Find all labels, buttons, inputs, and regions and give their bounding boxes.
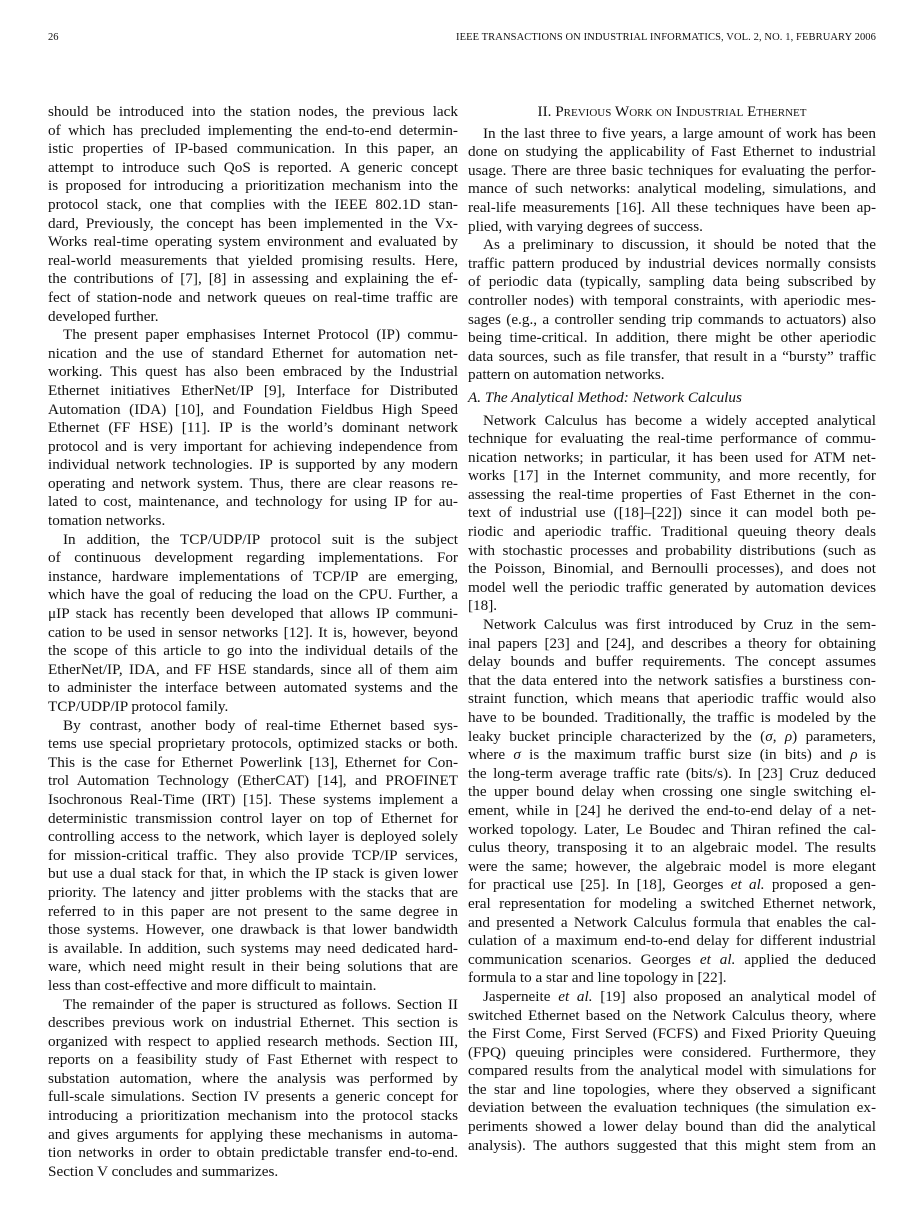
text-line: of periodic data (typically, sampling data being subscribed by (468, 273, 876, 291)
text-line: the upper bound delay when crossing one single switching el- (468, 783, 876, 801)
text-line: attempt to introduce such QoS is reported. A generic concept (48, 158, 458, 176)
text-line: The remainder of the paper is structured as follows. Section II (63, 995, 458, 1013)
text-line: for mission-critical traffic. They also provide TCP/IP services, (48, 846, 458, 864)
text-line: data sources, such as file transfer, that result in a “bursty” traffic (468, 347, 876, 365)
text-line: Ethernet initiatives EtherNet/IP [9], Interface for Distributed (48, 381, 458, 399)
text-line: Network Calculus has become a widely accepted analytical (483, 411, 876, 429)
paragraph (48, 996, 458, 1182)
text-line: [18]. (468, 597, 498, 615)
text-line: deterministic transmission control layer on top of Ethernet for (48, 809, 458, 827)
text-line: istic properties of IP-based communication. In this paper, an (48, 140, 458, 158)
text-line: with stochastic processes and probability distributions (such as (468, 541, 876, 559)
text-line: ement, while in [24] he derived the end-to-end delay of a net- (468, 801, 876, 819)
text-line: but use a dual stack for that, in which the IP stack is given lower (48, 865, 458, 883)
running-header: IEEE TRANSACTIONS ON INDUSTRIAL INFORMATICS, VOL. 2, NO. 1, FEBRUARY 2006 (455, 32, 876, 43)
text-line: real-life measurements [16]. All these techniques have been ap- (468, 198, 876, 216)
text-line: protocol stack, one that complies with the IEEE 802.1D stan- (48, 195, 458, 213)
text-line: switched Ethernet based on the Network Calculus theory, where (468, 1006, 876, 1024)
text-line: referred to in this paper are not present to the same degree in (48, 902, 458, 920)
text-line: sages (e.g., a controller sending trip commands to actuators) also (468, 310, 876, 328)
text-line: Automation (IDA) [10], and Foundation Fieldbus High Speed (48, 400, 458, 418)
text-line: organized with respect to applied research methods. Section III, (48, 1032, 458, 1050)
paragraph (468, 616, 876, 988)
text-line: model well the periodic traffic generated by automation devices (468, 578, 876, 596)
text-line: leaky bucket principle characterized by the (σ, ρ) parameters, (468, 727, 876, 745)
left-column (48, 103, 458, 1181)
text-line: text of industrial use ([18]–[22]) since it can model both pe- (468, 504, 876, 522)
text-line: inal papers [23] and [24], and describes a theory for obtaining (468, 634, 876, 652)
text-line: lated to cost, maintenance, and technology for using IP for au- (48, 493, 458, 511)
text-line: which have the goal of reducing the load on the CPU. Further, a (48, 586, 458, 604)
text-line: Section V concludes and summarizes. (48, 1162, 279, 1180)
subsection-heading: A. The Analytical Method: Network Calculus (468, 388, 742, 406)
text-line: the scope of this article to go into the individual details of the (48, 642, 458, 660)
text-line: pattern on automation networks. (468, 366, 665, 384)
text-line: Network Calculus was first introduced by Cruz in the sem- (483, 616, 876, 634)
text-line: technique for evaluating the real-time performance of commu- (468, 430, 876, 448)
text-line: Isochronous Real-Time (IRT) [15]. These systems implement a (48, 790, 458, 808)
text-line: assessing the real-time properties of Fast Ethernet in the con- (468, 485, 876, 503)
text-line: have to be bounded. Traditionally, the traffic is modeled by the (468, 709, 876, 726)
text-line: compared results from the analytical model with simulations for (468, 1062, 876, 1080)
text-line: those systems. However, one drawback is that lower bandwidth (48, 921, 458, 939)
text-line: tomation networks. (48, 512, 166, 530)
text-line: EtherNet/IP, IDA, and FF HSE standards, since all of them aim (48, 660, 458, 678)
text-line: (FPQ) queuing principles were considered. Furthermore, they (468, 1043, 876, 1061)
text-line: should be introduced into the station nodes, the previous lack (48, 103, 458, 120)
text-line: mance of such networks: analytical modeling, simulations, and (468, 180, 876, 198)
text-line: and presented a Network Calculus formula that enables the cal- (468, 913, 876, 931)
text-line: analysis). The authors suggested that this might stem from an (468, 1136, 876, 1154)
text-line: TCP/UDP/IP protocol family. (48, 698, 229, 715)
text-line: to administer the interface between automated systems and the (48, 679, 458, 697)
text-line: developed further. (48, 307, 159, 325)
text-line: the long-term average traffic rate (bits/s). In [23] Cruz deduced (468, 764, 876, 782)
text-line: were the same; however, the algebraic model is more elegant (468, 857, 876, 875)
text-line: works [17] in the Internet community, and more recently, for (468, 467, 876, 485)
text-line: of continuous development regarding implementations. For (48, 549, 458, 567)
text-line: and gives arguments for applying these mechanisms in automa- (48, 1125, 458, 1143)
text-line: periments showed a lower delay bound than did the analytical (468, 1118, 876, 1136)
text-line: less than cost-effective and more difficult to maintain. (48, 976, 377, 994)
text-line: nication and the use of standard Ethernet for automation net- (48, 344, 458, 362)
text-line: working. This quest has also been embraced by the Industrial (48, 363, 458, 381)
paragraph (468, 412, 876, 617)
text-line: tems use special proprietary protocols, optimized stacks or both. (48, 735, 458, 753)
text-line: worked topology. Later, Le Boudec and Thiran refined the cal- (468, 820, 876, 838)
paragraph (468, 236, 876, 385)
text-line: done on studying the applicability of Fast Ethernet to industrial (468, 143, 876, 161)
text-line: culation of a maximum end-to-end delay for different industrial (468, 932, 876, 950)
text-line: delay bounds and buffer requirements. The concept assumes (468, 653, 876, 671)
text-line: substation automation, where the analysis was performed by (48, 1069, 458, 1087)
text-line: the star and line topologies, where they observed a significant (468, 1080, 876, 1098)
text-line: the contributions of [7], [8] in assessing and explaining the ef- (48, 270, 458, 288)
text-line: μIP stack has recently been developed that allows IP communi- (48, 605, 458, 623)
text-line: straint function, which means that aperiodic traffic would also (468, 690, 876, 708)
text-line: individual network technologies. IP is supported by any modern (48, 456, 458, 474)
paragraph (48, 531, 458, 717)
text-line: controlling access to the network, which layer is deployed solely (48, 828, 458, 846)
paragraph (48, 717, 458, 996)
text-line: the First Come, First Served (FCFS) and Fixed Priority Queuing (468, 1025, 876, 1043)
text-line: nication networks; in particular, it has been used for ATM net- (468, 448, 876, 466)
text-line: is available. In addition, such systems may need dedicated hard- (48, 939, 458, 957)
text-line: introducing a prioritization mechanism into the protocol stacks (48, 1107, 458, 1125)
paragraph (48, 103, 458, 326)
text-line: deviation between the evaluation techniques (the simulation ex- (468, 1099, 876, 1117)
text-line: where σ is the maximum traffic burst size (in bits) and ρ is (468, 746, 876, 764)
text-line: that the data entered into the network satisfies a burstiness con- (468, 671, 876, 689)
text-line: priority. The latency and jitter problems with the stacks that are (48, 883, 458, 901)
text-line: tion networks in order to obtain predictable transfer end-to-end. (48, 1144, 458, 1162)
section-heading: II. Previous Work on Industrial Ethernet (537, 103, 807, 120)
text-line: Jasperneite et al. [19] also proposed an analytical model of (483, 987, 877, 1005)
text-line: cation to be used in sensor networks [12]. It is, however, beyond (48, 623, 458, 641)
text-line: trol Automation Technology (EtherCAT) [14], and PROFINET (48, 772, 458, 790)
text-line: traffic pattern produced by industrial devices normally consists (468, 254, 876, 272)
page-number: 26 (48, 32, 59, 43)
text-line: fect of station-node and network queues on real-time traffic are (48, 288, 458, 306)
text-line: ware, which need might result in their being solutions that are (48, 958, 458, 976)
text-line: describes previous work on industrial Ethernet. This section is (48, 1014, 458, 1032)
text-line: for practical use [25]. In [18], Georges et al. proposed a gen- (468, 876, 876, 894)
paragraph (48, 326, 458, 531)
text-line: In the last three to five years, a large amount of work has been (483, 124, 876, 142)
text-line: instance, hardware implementations of TCP/IP are emerging, (48, 567, 458, 585)
text-line: real-world measurements that yielded promising results. Here, (48, 251, 458, 269)
text-line: eral representation for modeling a switched Ethernet network, (468, 894, 876, 912)
text-line: The present paper emphasises Internet Protocol (IP) commu- (63, 326, 458, 344)
text-line: reports on a feasibility study of Fast Ethernet with respect to (48, 1051, 458, 1069)
text-line: Works real-time operating system environment and evaluated by (48, 233, 458, 251)
text-line: As a preliminary to discussion, it should be noted that the (483, 236, 876, 254)
text-line: communication scenarios. Georges et al. applied the deduced (468, 950, 876, 968)
text-line: operating and network system. Thus, there are clear reasons re- (48, 474, 458, 492)
text-line: controller nodes) with temporal constraints, with aperiodic mes- (468, 291, 876, 309)
text-line: of which has precluded implementing the end-to-end determin- (48, 121, 458, 139)
text-line: In addition, the TCP/UDP/IP protocol suit is the subject (63, 530, 458, 548)
paragraph (468, 125, 876, 237)
text-line: dard, Previously, the concept has been implemented in the Vx- (48, 214, 458, 232)
text-line: is proposed for introducing a prioritization mechanism into the (48, 177, 458, 195)
text-line: full-scale simulations. Section IV presents a generic concept for (48, 1088, 458, 1106)
text-line: Ethernet (FF HSE) [11]. IP is the world’s dominant network (48, 419, 458, 437)
text-line: This is the case for Ethernet Powerlink [13], Ethernet for Con- (48, 753, 458, 771)
paragraph (468, 988, 876, 1155)
text-line: culus theory, transposing it to an algebraic model. The results (468, 839, 876, 857)
text-line: the Poisson, Binomial, and Bernoulli processes), and does not (468, 560, 876, 578)
text-line: plied, with varying degrees of success. (468, 217, 703, 235)
text-line: protocol and is very important for achieving independence from (48, 437, 458, 455)
right-column (468, 103, 876, 1155)
text-line: usage. There are three basic techniques for evaluating the perfor- (468, 161, 876, 179)
text-line: being time-critical. In addition, there might be other aperiodic (468, 329, 876, 347)
text-line: By contrast, another body of real-time Ethernet based sys- (63, 716, 458, 734)
text-line: formula to a star and line topology in [22]. (468, 969, 727, 987)
text-line: riodic and aperiodic traffic. Traditional queuing theory deals (468, 523, 876, 541)
